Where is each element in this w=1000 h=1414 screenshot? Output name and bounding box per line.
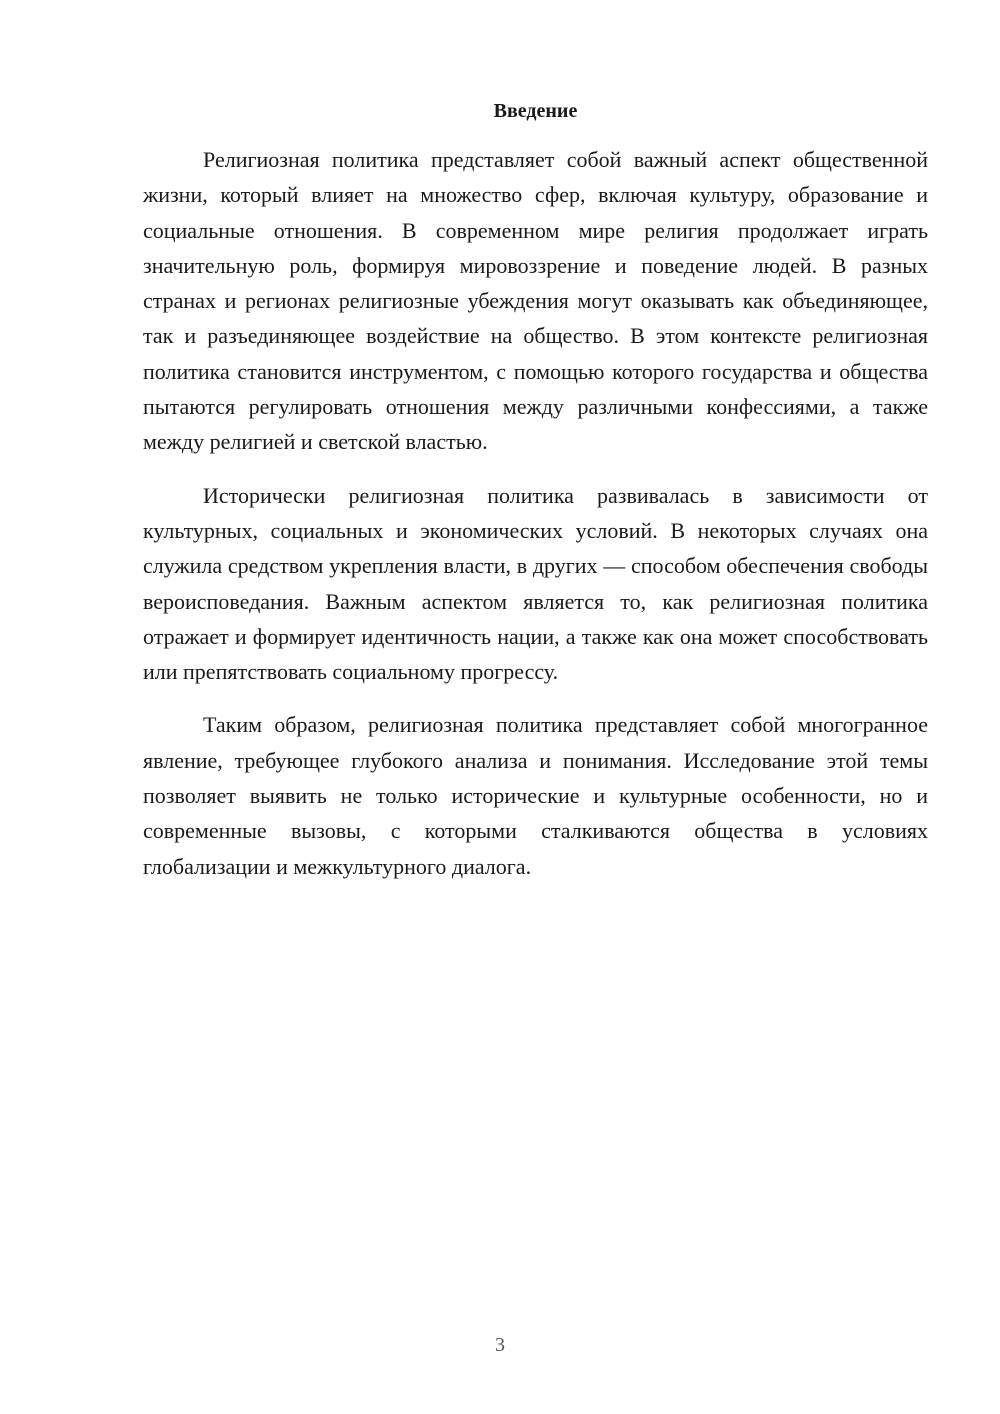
page-number: 3	[495, 1334, 505, 1356]
paragraph-2: Исторически религиозная политика развивалась в зависимости от культурных, социальных и экономических условий. В некоторых случаях она служила средством укрепления власти, в других — способом обеспечения свободы вероисповедания. Важным аспектом является то, как религиозная политика отражает и формирует идентичность нации, а также как она может способствовать или препятствовать социальному прогрессу.	[143, 482, 928, 685]
paragraph-1: Религиозная политика представляет собой важный аспект общественной жизни, который влияет на множество сфер, включая культуру, образование и социальные отношения. В современном мире религия продолжает играть значительную роль, формируя мировоззрение и поведение людей. В разных странах и регионах религиозные убеждения могут оказывать как объединяющее, так и разъединяющее воздействие на общество. В этом контексте религиозная политика становится инструментом, с помощью которого государства и общества пытаются регулировать отношения между различными конфессиями, а также между религией и светской властью.	[143, 147, 928, 455]
section-title: Введение	[493, 100, 578, 122]
page-content	[143, 96, 928, 902]
paragraph-3: Таким образом, религиозная политика представляет собой многогранное явление, требующее глубокого анализа и понимания. Исследование этой темы позволяет выявить не только исторические и культурные особенности, но и современные вызовы, с которыми сталкиваются общества в условиях глобализации и межкультурного диалога.	[143, 712, 928, 879]
